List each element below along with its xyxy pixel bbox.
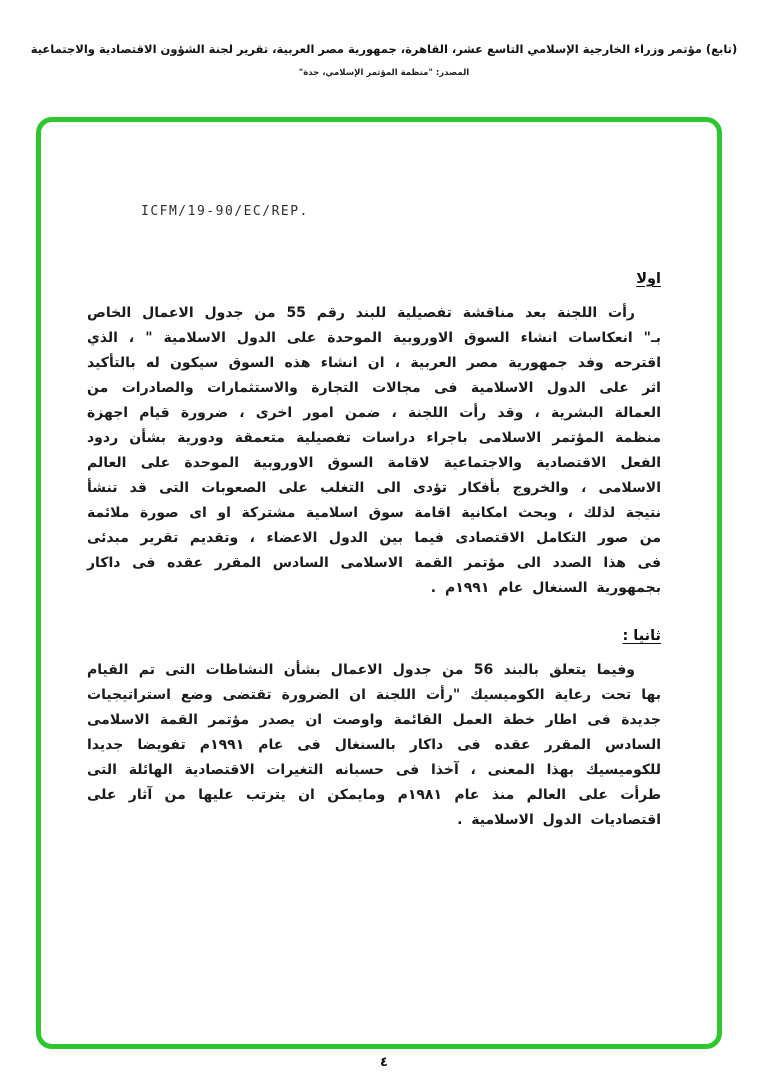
header-title: (تابع) مؤتمر وزراء الخارجية الإسلامي التاسع عشر، القاهرة، جمهورية مصر العربية، تقرير لجنة الشؤون الاقتصادية والاجتماعية xyxy=(30,42,738,56)
header-source: المصدر: "منظمة المؤتمر الإسلامي، جدة" xyxy=(298,68,470,78)
section-second-heading: ثانيا : xyxy=(622,628,661,644)
page-number: ٤ xyxy=(380,1055,388,1070)
section-first-body: رأت اللجنة بعد مناقشة تفصيلية للبند رقم 55 من جدول الاعمال الخاص بـ" انعكاسات انشاء السوق الاوروبية الموحدة على الدول الاسلامية " ، الذي اقترحه وفد جمهورية مصر العربية ، ان انشاء هذه السوق سيكون له بالتأكيد اثر على الدول الاسلامية فى مجالات التجارة والاستثمارات والصادرات من العمالة البشرية ، وقد رأت اللجنة ، ضمن امور اخرى ، ضرورة قيام اجهزة منظمة المؤتمر الاسلامى باجراء دراسات تفصيلية متعمقة ودورية بشأن ردود الفعل الاقتصادية والاجتماعية لاقامة السوق الاوروبية الموحدة على العالم الاسلامى ، والخروج بأفكار تؤدى الى التغلب على الصعوبات التى قد تنشأ نتيجة لذلك ، وبحث امكانية اقامة سوق اسلامية مشتركة او اى صورة ملائمة من صور التكامل الاقتصادى فيما بين الدول الاعضاء ، وتقديم تقرير مبدئى فى هذا الصدد الى مؤتمر القمة الاسلامى السادس المقرر عقده فى داكار بجمهورية السنغال عام ١٩٩١م . xyxy=(87,305,661,596)
document-content xyxy=(87,268,661,833)
document-header xyxy=(20,42,748,78)
section-first-heading: اولا xyxy=(636,271,661,287)
section-second-body: وفيما يتعلق بالبند 56 من جدول الاعمال بشأن النشاطات التى تم القيام بها تحت رعاية الكوميسيك "رأت اللجنة ان الضرورة تقتضى وضع استراتيجيات جديدة فى اطار خطة العمل القائمة واوصت ان يصدر مؤتمر القمة الاسلامى السادس المقرر عقده فى داكار بالسنغال فى عام ١٩٩١م تفويضا جديدا للكوميسيك بهذا المعنى ، آخذا فى حسبانه التغيرات الاقتصادية الهائلة التى طرأت على العالم منذ عام ١٩٨١م ومايمكن ان يترتب عليها من آثار على اقتصاديات الدول الاسلامية . xyxy=(87,662,662,828)
section-second xyxy=(87,625,661,833)
document-reference: ICFM/19-90/EC/REP. xyxy=(141,204,309,219)
section-first xyxy=(87,268,661,601)
document-frame xyxy=(36,117,722,1049)
